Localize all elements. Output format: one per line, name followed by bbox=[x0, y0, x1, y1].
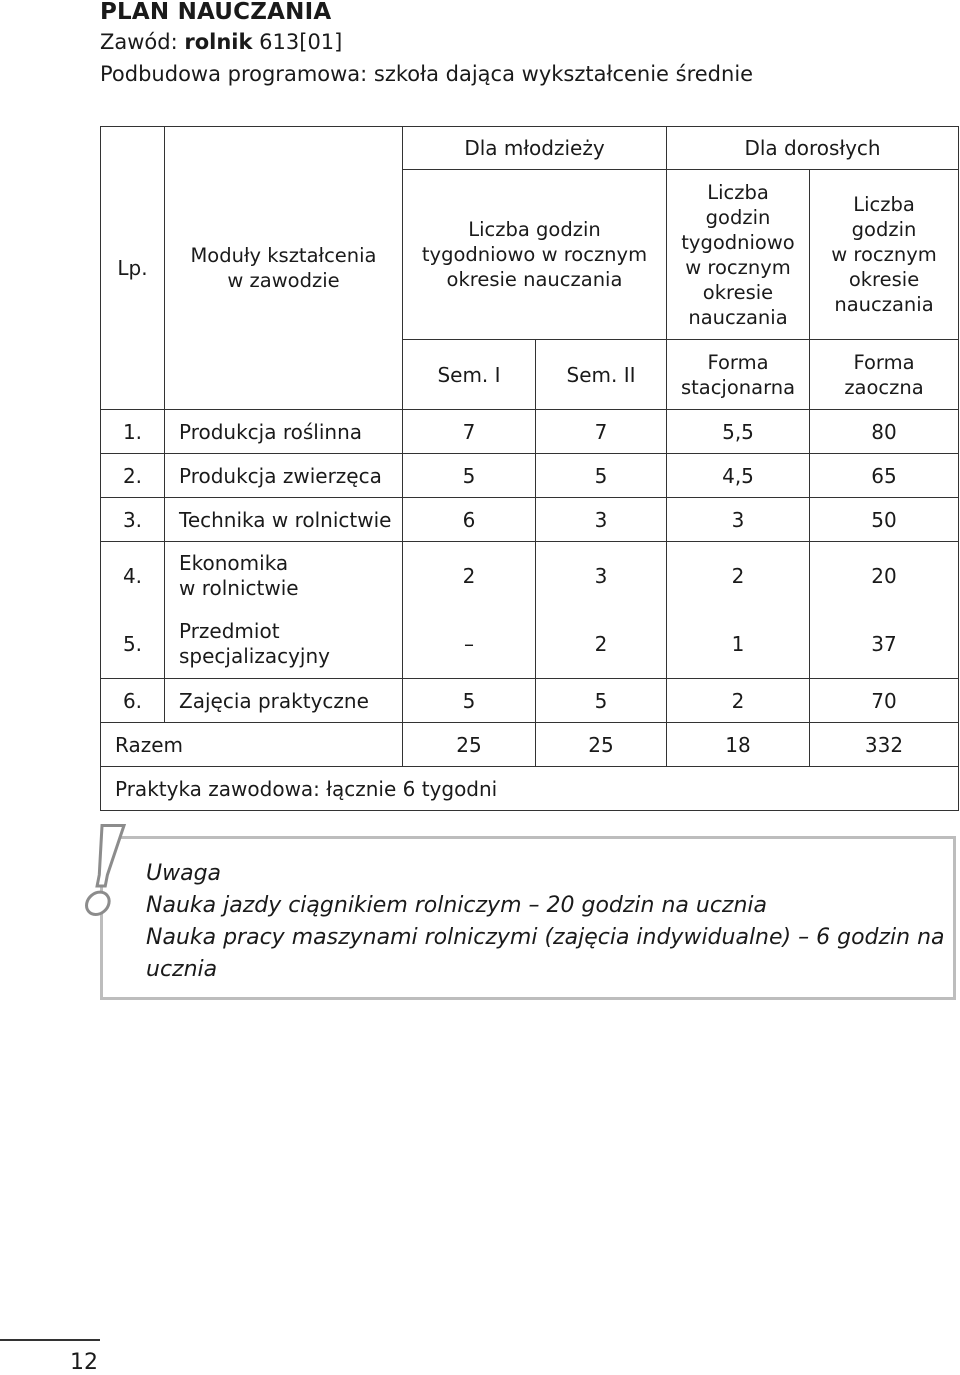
header-youth-hours: Liczba godzin tygodniowo w rocznym okresie nauczania bbox=[403, 170, 667, 340]
header-sem2: Sem. II bbox=[536, 340, 667, 410]
header-adult-stationary-hours: Liczba godzin tygodniowo w rocznym okresie nauczania bbox=[667, 170, 810, 340]
header-adult-extramural-hours: Liczba godzin w rocznym okresie nauczania bbox=[810, 170, 959, 340]
header-modules: Moduły kształcenia w zawodzie bbox=[165, 127, 403, 410]
occupation-code: 613[01] bbox=[259, 30, 343, 54]
total-label: Razem bbox=[101, 723, 403, 767]
note-line: Nauka jazdy ciągnikiem rolniczym – 20 godzin na ucznia bbox=[146, 893, 768, 918]
occupation-line bbox=[100, 30, 342, 54]
occupation-label: Zawód: bbox=[100, 30, 178, 54]
curriculum-basis: Podbudowa programowa: szkoła dająca wykształcenie średnie bbox=[100, 62, 754, 86]
teaching-plan-table bbox=[100, 126, 959, 811]
header-adult: Dla dorosłych bbox=[667, 127, 959, 170]
table-row: 5. Przedmiot specjalizacyjny – 2 1 37 bbox=[101, 610, 959, 679]
header-sem1: Sem. I bbox=[403, 340, 536, 410]
table-row: 2. Produkcja zwierzęca 5 5 4,5 65 bbox=[101, 454, 959, 498]
occupation-name: rolnik bbox=[184, 30, 253, 54]
header-form-extramural: Forma zaoczna bbox=[810, 340, 959, 410]
practice-row bbox=[101, 767, 959, 811]
table-row: 3. Technika w rolnictwie 6 3 3 50 bbox=[101, 498, 959, 542]
practice-text: Praktyka zawodowa: łącznie 6 tygodni bbox=[101, 767, 959, 811]
page-number: 12 bbox=[70, 1350, 98, 1375]
note-line: Nauka pracy maszynami rolniczymi (zajęcia indywidualne) – 6 godzin na bbox=[146, 925, 945, 950]
note-text bbox=[146, 858, 946, 986]
note-title: Uwaga bbox=[146, 861, 222, 886]
header-youth: Dla młodzieży bbox=[403, 127, 667, 170]
table-row: 1. Produkcja roślinna 7 7 5,5 80 bbox=[101, 410, 959, 454]
header-lp: Lp. bbox=[101, 127, 165, 410]
exclamation-icon: ! bbox=[78, 801, 131, 942]
table-row: 4. Ekonomika w rolnictwie 2 3 2 20 bbox=[101, 542, 959, 611]
page-number-rule bbox=[0, 1339, 100, 1341]
table-row: 6. Zajęcia praktyczne 5 5 2 70 bbox=[101, 679, 959, 723]
note-line: ucznia bbox=[146, 957, 218, 982]
document-title: PLAN NAUCZANIA bbox=[100, 0, 332, 25]
header-form-stationary: Forma stacjonarna bbox=[667, 340, 810, 410]
total-row: Razem 25 25 18 332 bbox=[101, 723, 959, 767]
